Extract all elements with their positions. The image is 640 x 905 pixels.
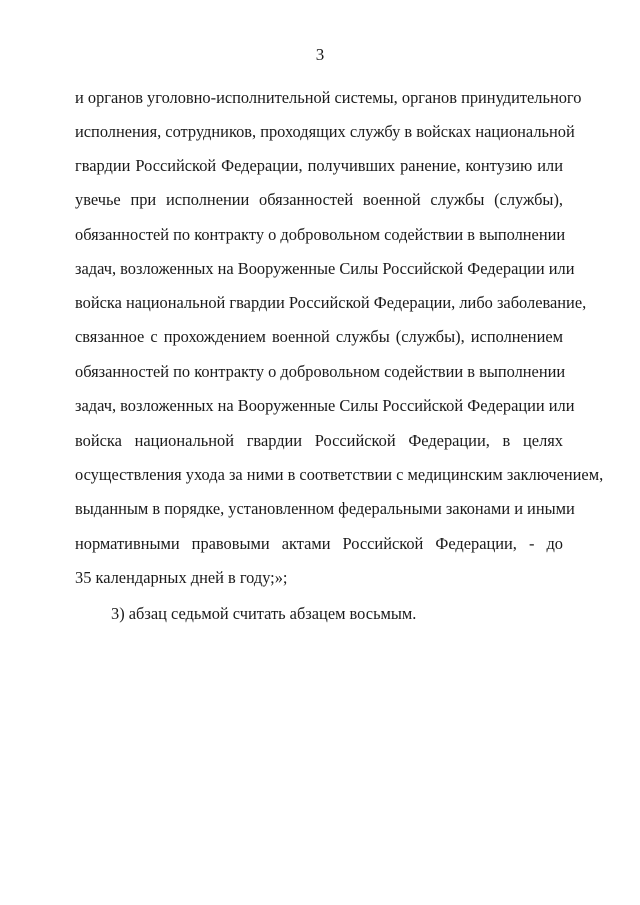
text-line: выданным в порядке, установленном федеральными законами и иными: [75, 499, 575, 518]
text-line: 35 календарных дней в году;»;: [75, 568, 288, 587]
text-line: связанное с прохождением военной службы (службы), исполнением: [75, 327, 563, 346]
text-line: обязанностей по контракту о добровольном содействии в выполнении: [75, 225, 566, 244]
text-line: увечье при исполнении обязанностей военной службы (службы),: [75, 190, 563, 209]
text-line: задач, возложенных на Вооруженные Силы Российской Федерации или: [75, 259, 575, 278]
page-number: 3: [315, 45, 325, 64]
text-line: и органов уголовно-исполнительной системы, органов принудительного: [75, 88, 582, 107]
text-line: задач, возложенных на Вооруженные Силы Российской Федерации или: [75, 396, 575, 415]
text-line: гвардии Российской Федерации, получивших ранение, контузию или: [75, 156, 563, 175]
text-line: обязанностей по контракту о добровольном содействии в выполнении: [75, 362, 566, 381]
text-line: исполнения, сотрудников, проходящих службу в войсках национальной: [75, 122, 575, 141]
text-line: войска национальной гвардии Российской Федерации, либо заболевание,: [75, 293, 587, 312]
final-paragraph: 3) абзац седьмой считать абзацем восьмым.: [111, 604, 417, 623]
text-line: нормативными правовыми актами Российской Федерации, - до: [75, 534, 563, 553]
text-line: войска национальной гвардии Российской Федерации, в целях: [75, 431, 563, 450]
text-line: осуществления ухода за ними в соответствии с медицинским заключением,: [75, 465, 604, 484]
